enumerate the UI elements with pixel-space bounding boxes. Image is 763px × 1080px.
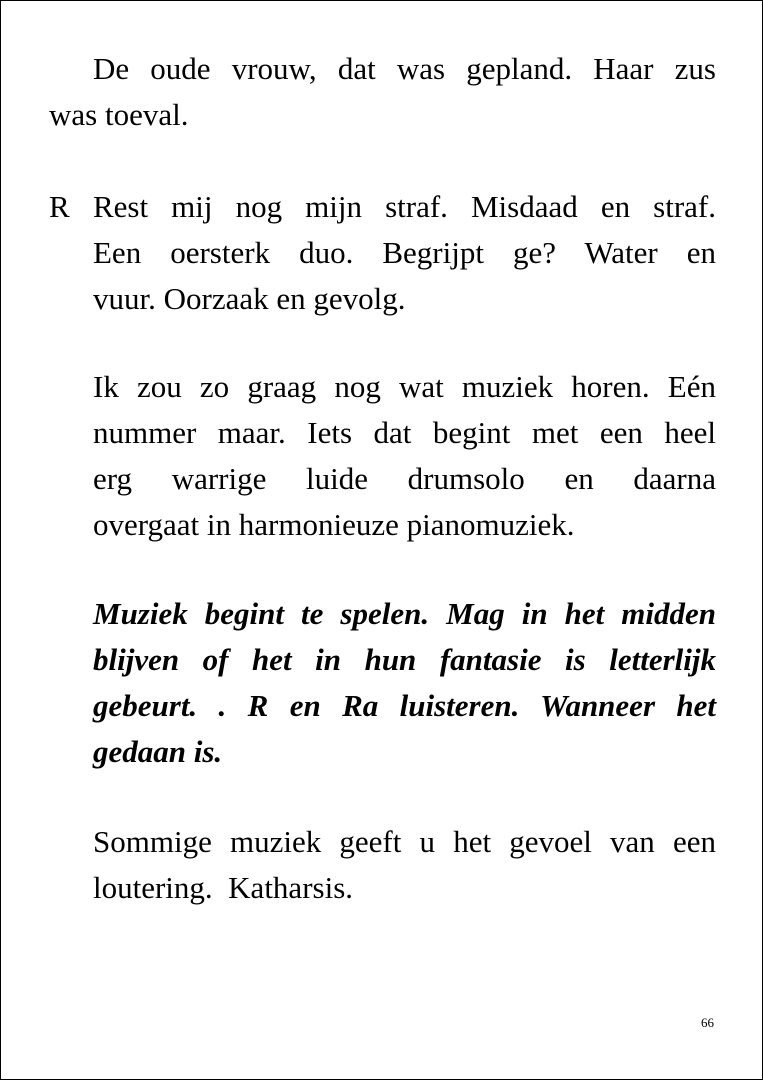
stage-direction-line: gedaan is.	[93, 734, 223, 769]
paragraph-line: Ik zou zo graag nog wat muziek horen. Eén	[93, 369, 716, 404]
paragraph-line: overgaat in harmonieuze pianomuziek.	[93, 507, 575, 542]
paragraph-line: Rest mij nog mijn straf. Misdaad en straf.	[93, 189, 716, 224]
paragraph-line: Sommige muziek geeft u het gevoel van een	[93, 824, 716, 859]
paragraph-line: loutering. Katharsis.	[93, 870, 354, 905]
paragraph-line: vuur. Oorzaak en gevolg.	[93, 281, 406, 316]
page-number: 66	[701, 1015, 714, 1030]
paragraph-line: erg warrige luide drumsolo en daarna	[93, 461, 716, 496]
speaker-label: R	[49, 189, 70, 224]
stage-direction-line: Muziek begint te spelen. Mag in het midden	[93, 596, 716, 631]
paragraph-line: Een oersterk duo. Begrijpt ge? Water en	[93, 235, 716, 270]
stage-direction-line: gebeurt. . R en Ra luisteren. Wanneer het	[93, 688, 716, 723]
paragraph-line: De oude vrouw, dat was gepland. Haar zus	[93, 51, 716, 86]
paragraph-line: nummer maar. Iets dat begint met een heel	[93, 415, 716, 450]
stage-direction-line: blijven of het in hun fantasie is letterlijk	[93, 642, 716, 677]
paragraph-line: was toeval.	[49, 97, 189, 132]
